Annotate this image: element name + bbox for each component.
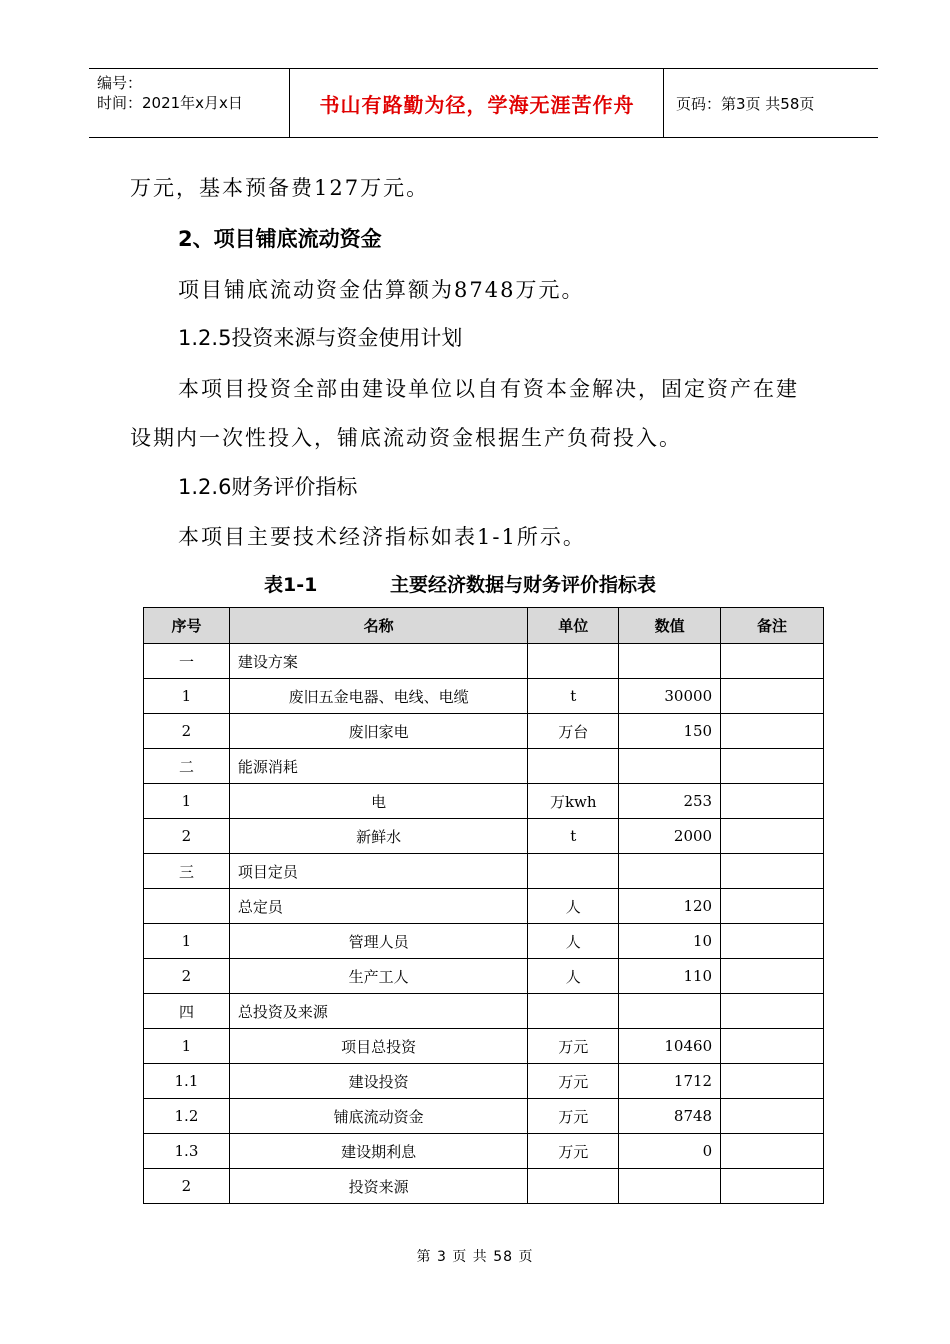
row-unit-cell xyxy=(528,749,619,784)
header-meta xyxy=(97,73,243,113)
header-divider xyxy=(289,69,290,137)
table-caption-title: 主要经济数据与财务评价指标表 xyxy=(390,574,657,596)
row-note-cell xyxy=(721,679,824,714)
column-header: 单位 xyxy=(528,608,619,644)
row-name-cell: 建设方案 xyxy=(229,644,527,679)
table-row xyxy=(144,644,824,679)
row-note-cell xyxy=(721,924,824,959)
table-row xyxy=(144,994,824,1029)
row-value-cell xyxy=(619,854,721,889)
row-note-cell xyxy=(721,714,824,749)
row-number-cell xyxy=(144,889,230,924)
column-header: 名称 xyxy=(229,608,527,644)
row-number-cell: 1.3 xyxy=(144,1134,230,1169)
row-name-cell: 新鲜水 xyxy=(229,819,527,854)
row-number-cell: 2 xyxy=(144,819,230,854)
row-unit-cell: t xyxy=(528,679,619,714)
row-unit-cell xyxy=(528,1169,619,1204)
row-number-cell: 三 xyxy=(144,854,230,889)
row-value-cell: 1712 xyxy=(619,1064,721,1099)
row-value-cell: 0 xyxy=(619,1134,721,1169)
row-number-cell: 2 xyxy=(144,959,230,994)
row-value-cell: 8748 xyxy=(619,1099,721,1134)
row-value-cell: 10 xyxy=(619,924,721,959)
row-unit-cell: 万元 xyxy=(528,1064,619,1099)
row-unit-cell: 万元 xyxy=(528,1134,619,1169)
table-row xyxy=(144,889,824,924)
paragraph-line: 本项目投资全部由建设单位以自有资本金解决，固定资产在建 xyxy=(178,377,799,401)
row-number-cell: 2 xyxy=(144,714,230,749)
header-page-label: 页码：第3页 共58页 xyxy=(676,94,815,113)
row-note-cell xyxy=(721,1134,824,1169)
column-header: 备注 xyxy=(721,608,824,644)
row-value-cell xyxy=(619,1169,721,1204)
row-note-cell xyxy=(721,959,824,994)
row-note-cell xyxy=(721,1029,824,1064)
table-row xyxy=(144,1169,824,1204)
page-header xyxy=(89,68,878,138)
row-unit-cell xyxy=(528,854,619,889)
row-number-cell: 1 xyxy=(144,1029,230,1064)
row-note-cell xyxy=(721,1064,824,1099)
row-note-cell xyxy=(721,1099,824,1134)
table-row xyxy=(144,854,824,889)
table-caption-number: 表1-1 xyxy=(264,574,318,596)
row-name-cell: 废旧家电 xyxy=(229,714,527,749)
table-row xyxy=(144,819,824,854)
column-header: 序号 xyxy=(144,608,230,644)
row-name-cell: 建设投资 xyxy=(229,1064,527,1099)
row-name-cell: 建设期利息 xyxy=(229,1134,527,1169)
row-name-cell: 管理人员 xyxy=(229,924,527,959)
row-unit-cell xyxy=(528,644,619,679)
row-number-cell: 1 xyxy=(144,924,230,959)
row-note-cell xyxy=(721,854,824,889)
row-note-cell xyxy=(721,889,824,924)
table-row xyxy=(144,1029,824,1064)
row-unit-cell: 万元 xyxy=(528,1099,619,1134)
table-row xyxy=(144,959,824,994)
row-note-cell xyxy=(721,819,824,854)
table-row xyxy=(144,1099,824,1134)
page-footer: 第 3 页 共 58 页 xyxy=(416,1249,534,1265)
row-unit-cell xyxy=(528,994,619,1029)
row-name-cell: 投资来源 xyxy=(229,1169,527,1204)
row-name-cell: 生产工人 xyxy=(229,959,527,994)
row-unit-cell: 人 xyxy=(528,959,619,994)
row-number-cell: 1.1 xyxy=(144,1064,230,1099)
row-note-cell xyxy=(721,749,824,784)
table-row xyxy=(144,784,824,819)
table-body xyxy=(144,644,824,1204)
section-heading: 1.2.5投资来源与资金使用计划 xyxy=(178,326,463,350)
row-number-cell: 1 xyxy=(144,784,230,819)
paragraph-line: 万元，基本预备费127万元。 xyxy=(130,176,430,200)
row-name-cell: 铺底流动资金 xyxy=(229,1099,527,1134)
row-value-cell: 120 xyxy=(619,889,721,924)
paragraph-line: 项目铺底流动资金估算额为8748万元。 xyxy=(178,278,585,302)
header-motto: 书山有路勤为径，学海无涯苦作舟 xyxy=(319,92,635,117)
table-header-row xyxy=(144,608,824,644)
row-unit-cell: 人 xyxy=(528,889,619,924)
row-value-cell: 150 xyxy=(619,714,721,749)
row-number-cell: 1.2 xyxy=(144,1099,230,1134)
header-number-label: 编号： xyxy=(97,74,143,92)
row-unit-cell: t xyxy=(528,819,619,854)
row-note-cell xyxy=(721,1169,824,1204)
table-row xyxy=(144,1134,824,1169)
section-heading: 2、项目铺底流动资金 xyxy=(178,227,382,251)
row-value-cell: 110 xyxy=(619,959,721,994)
row-name-cell: 总投资及来源 xyxy=(229,994,527,1029)
row-unit-cell: 人 xyxy=(528,924,619,959)
row-value-cell xyxy=(619,644,721,679)
row-name-cell: 项目总投资 xyxy=(229,1029,527,1064)
row-note-cell xyxy=(721,994,824,1029)
row-name-cell: 电 xyxy=(229,784,527,819)
header-divider xyxy=(663,69,664,137)
table-row xyxy=(144,714,824,749)
section-heading: 1.2.6财务评价指标 xyxy=(178,475,358,499)
row-value-cell xyxy=(619,994,721,1029)
row-number-cell: 2 xyxy=(144,1169,230,1204)
row-name-cell: 能源消耗 xyxy=(229,749,527,784)
column-header: 数值 xyxy=(619,608,721,644)
row-unit-cell: 万台 xyxy=(528,714,619,749)
row-number-cell: 二 xyxy=(144,749,230,784)
row-note-cell xyxy=(721,784,824,819)
paragraph-line: 本项目主要技术经济指标如表1-1所示。 xyxy=(178,525,586,549)
row-name-cell: 废旧五金电器、电线、电缆 xyxy=(229,679,527,714)
row-number-cell: 1 xyxy=(144,679,230,714)
table-row xyxy=(144,749,824,784)
row-value-cell: 30000 xyxy=(619,679,721,714)
header-time-label: 时间：2021年x月x日 xyxy=(97,94,243,112)
paragraph-line: 设期内一次性投入，铺底流动资金根据生产负荷投入。 xyxy=(130,426,682,450)
row-number-cell: 一 xyxy=(144,644,230,679)
row-value-cell: 253 xyxy=(619,784,721,819)
row-note-cell xyxy=(721,644,824,679)
row-value-cell xyxy=(619,749,721,784)
row-value-cell: 10460 xyxy=(619,1029,721,1064)
table-row xyxy=(144,1064,824,1099)
row-value-cell: 2000 xyxy=(619,819,721,854)
row-unit-cell: 万元 xyxy=(528,1029,619,1064)
row-number-cell: 四 xyxy=(144,994,230,1029)
table-row xyxy=(144,679,824,714)
row-name-cell: 项目定员 xyxy=(229,854,527,889)
row-unit-cell: 万kwh xyxy=(528,784,619,819)
table-row xyxy=(144,924,824,959)
row-name-cell: 总定员 xyxy=(229,889,527,924)
financial-indicators-table xyxy=(143,607,824,1204)
